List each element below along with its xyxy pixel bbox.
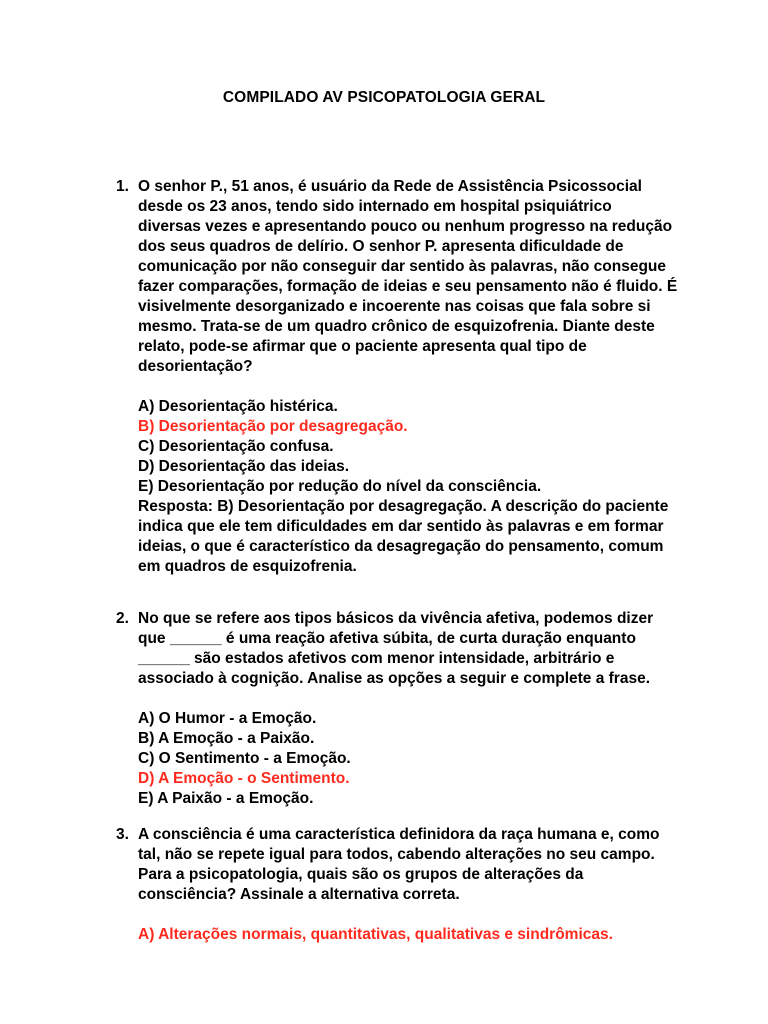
question-text: O senhor P., 51 anos, é usuário da Rede de Assistência Psicossocial desde os 23 anos, tendo sido internado em hospital psiquiátrico diversas vezes e apresentando pouco ou nenhum progresso na redução dos seus quadros de delírio. O senhor P. apresenta dificuldade de comunicação por não conseguir dar sentido às palavras, não consegue fazer comparações, formação de ideias e seu pensamento não é fluido. É visivelmente desorganizado e incoerente nas coisas que fala sobre si mesmo. Trata-se de um quadro crônico de esquizofrenia. Diante deste relato, pode-se afirmar que o paciente apresenta qual tipo de desorientação? (138, 178, 678, 375)
question-number: 2. (116, 610, 129, 627)
option-c: C) Desorientação confusa. (138, 438, 334, 455)
question-text: No que se refere aos tipos básicos da vivência afetiva, podemos dizer que ______ é uma reação afetiva súbita, de curta duração enquanto ______ são estados afetivos com menor intensidade, arbitrário e associado à cognição. Analise as opções a seguir e complete a frase. (138, 610, 654, 687)
options-list (138, 925, 678, 945)
question-text: A consciência é uma característica definidora da raça humana e, como tal, não se repete igual para todos, cabendo alterações no seu campo. Para a psicopatologia, quais são os grupos de alterações da consciência? Assinale a alternativa correta. (138, 826, 660, 903)
option-b: B) A Emoção - a Paixão. (138, 730, 315, 747)
option-b-correct: B) Desorientação por desagregação. (138, 418, 408, 435)
option-d: D) Desorientação das ideias. (138, 458, 350, 475)
question-1 (116, 177, 678, 577)
option-a-correct: A) Alterações normais, quantitativas, qualitativas e sindrômicas. (138, 926, 613, 943)
option-c: C) O Sentimento - a Emoção. (138, 750, 351, 767)
document-title: COMPILADO AV PSICOPATOLOGIA GERAL (222, 89, 546, 106)
option-d-correct: D) A Emoção - o Sentimento. (138, 770, 350, 787)
option-a: A) Desorientação histérica. (138, 398, 338, 415)
option-e: E) A Paixão - a Emoção. (138, 790, 314, 807)
question-number: 3. (116, 826, 129, 843)
answer-explanation: Resposta: B) Desorientação por desagregação. A descrição do paciente indica que ele tem dificuldades em dar sentido às palavras e em formar ideias, o que é característico da desagregação do pensamento, comum em quadros de esquizofrenia. (138, 498, 669, 575)
question-number: 1. (116, 178, 129, 195)
options-list (138, 397, 678, 497)
option-a: A) O Humor - a Emoção. (138, 710, 317, 727)
options-list (138, 709, 678, 809)
question-3 (116, 825, 678, 945)
question-2 (116, 609, 678, 809)
option-e: E) Desorientação por redução do nível da consciência. (138, 478, 542, 495)
